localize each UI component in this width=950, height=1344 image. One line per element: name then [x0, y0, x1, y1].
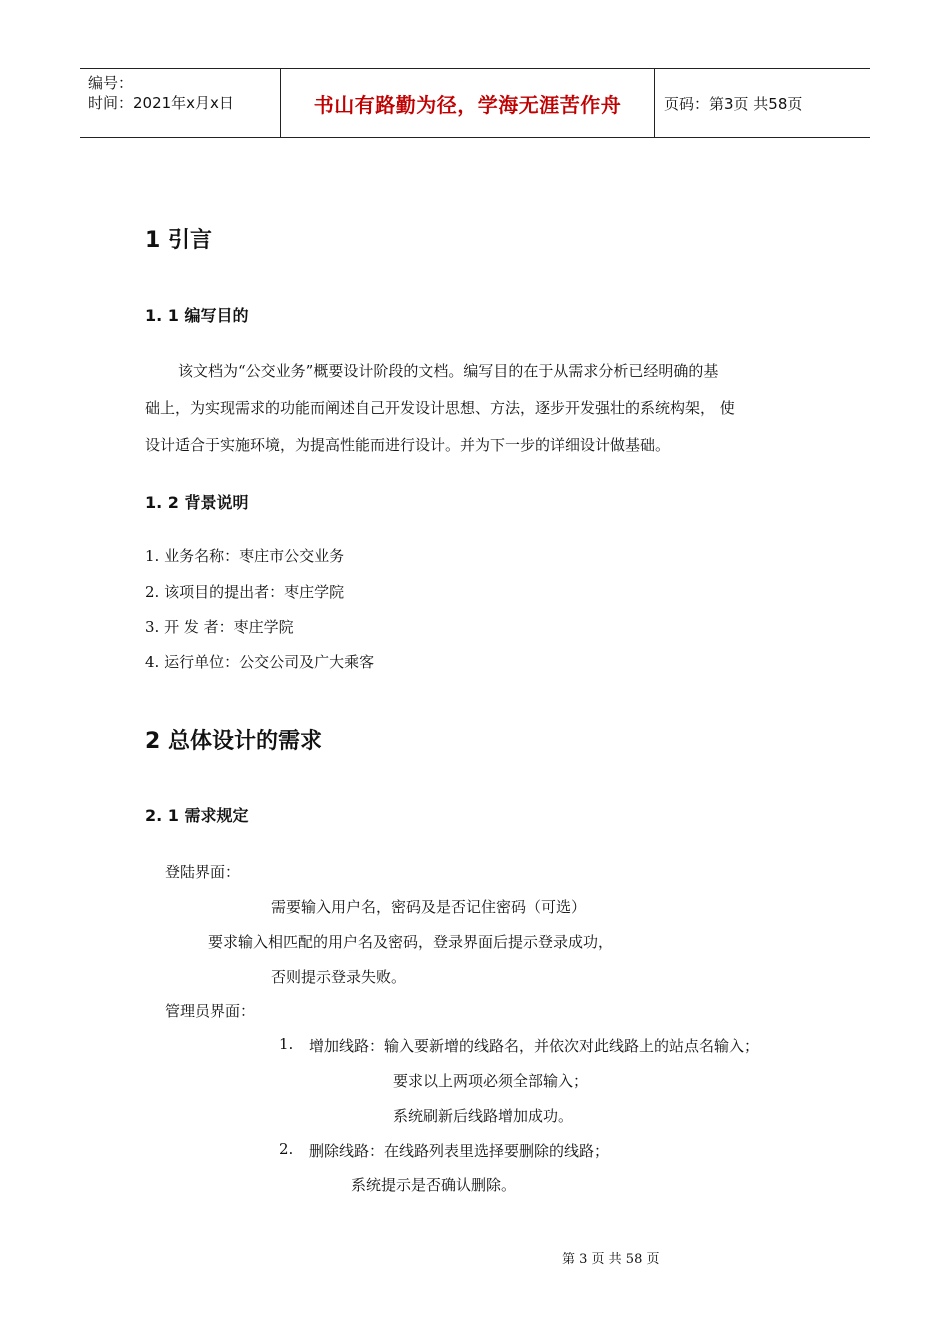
paragraph-line: 础上，为实现需求的功能而阐述自己开发设计思想、方法，逐步开发强壮的系统构架， 使 [145, 399, 735, 417]
paragraph-line: 设计适合于实施环境，为提高性能而进行设计。并为下一步的详细设计做基础。 [145, 436, 671, 454]
admin-item-line: 系统刷新后线路增加成功。 [393, 1107, 574, 1125]
header-motto-cell [281, 69, 655, 137]
header-page-info: 页码：第3页 共58页 [664, 94, 803, 113]
admin-item-text: 增加线路：输入要新增的线路名，并依次对此线路上的站点名输入； [309, 1037, 760, 1055]
section-1-1-title: 1. 1 编写目的 [145, 306, 249, 325]
page-header [80, 68, 870, 138]
section-2-title: 2 总体设计的需求 [145, 729, 322, 754]
login-label: 登陆界面： [165, 863, 241, 881]
header-meta [80, 69, 281, 137]
list-item: 1. 业务名称：枣庄市公交业务 [145, 547, 345, 565]
header-time: 时间：2021年x月x日 [88, 94, 234, 112]
list-item: 3. 开 发 者：枣庄学院 [145, 618, 294, 636]
header-motto: 书山有路勤为径，学海无涯苦作舟 [313, 92, 622, 117]
list-item: 4. 运行单位：公交公司及广大乘客 [145, 653, 375, 671]
login-line: 否则提示登录失败。 [271, 968, 407, 986]
admin-item-text: 删除线路：在线路列表里选择要删除的线路； [309, 1142, 610, 1160]
header-number: 编号： [88, 74, 134, 92]
login-line: 要求输入相匹配的用户名及密码，登录界面后提示登录成功， [208, 933, 614, 951]
page-footer: 第 3 页 共 58 页 [562, 1252, 660, 1267]
admin-item-number: 1. [279, 1035, 294, 1053]
admin-item-number: 2. [279, 1140, 294, 1158]
paragraph-line: 该文档为“公交业务”概要设计阶段的文档。编写目的在于从需求分析已经明确的基 [178, 362, 719, 380]
admin-item-line: 系统提示是否确认删除。 [351, 1176, 517, 1194]
admin-item-line: 要求以上两项必须全部输入； [393, 1072, 589, 1090]
section-1-2-title: 1. 2 背景说明 [145, 493, 249, 512]
section-1-title: 1 引言 [145, 228, 212, 253]
login-line: 需要输入用户名，密码及是否记住密码（可选） [271, 898, 587, 916]
list-item: 2. 该项目的提出者：枣庄学院 [145, 583, 345, 601]
admin-label: 管理员界面： [165, 1002, 256, 1020]
section-2-1-title: 2. 1 需求规定 [145, 806, 249, 825]
